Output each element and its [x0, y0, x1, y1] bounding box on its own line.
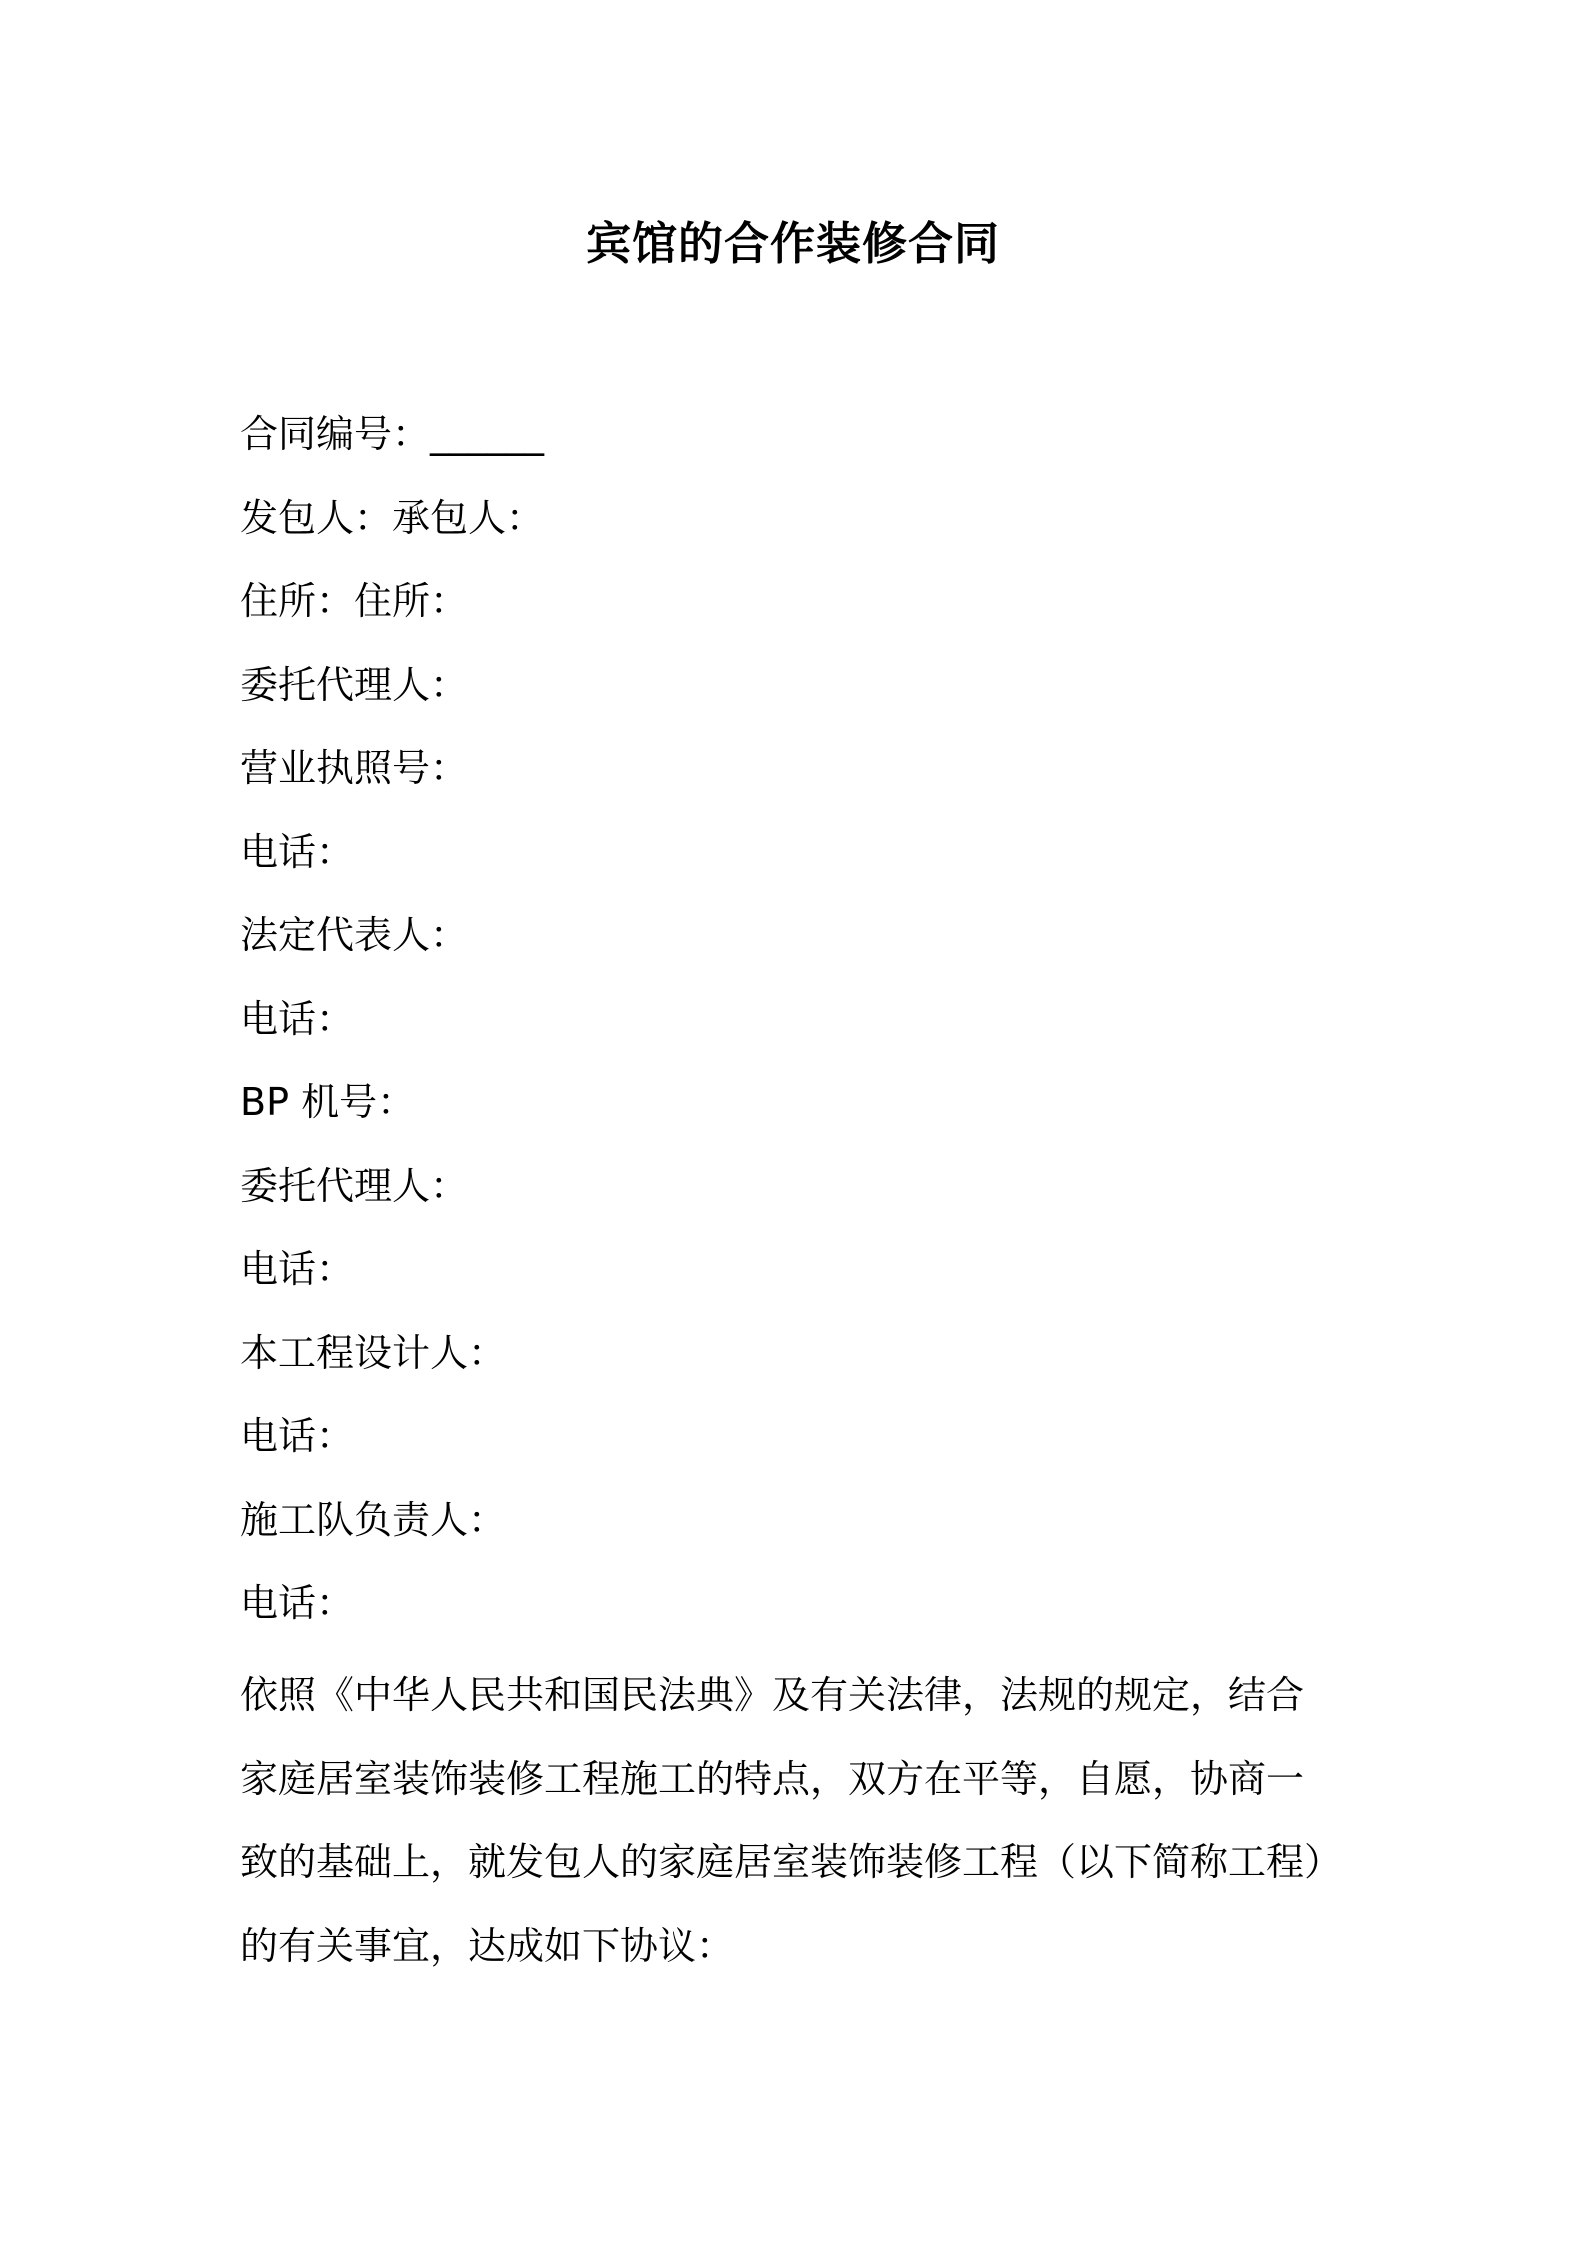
- intro-line: 的有关事宜，达成如下协议：: [240, 1923, 735, 1968]
- field-agent-2: 委托代理人：: [240, 1163, 469, 1208]
- field-designer: 本工程设计人：: [240, 1330, 507, 1375]
- field-phone-2: 电话：: [240, 996, 355, 1041]
- contract-fields-list: [240, 404, 1360, 1657]
- field-pager-number: BP 机号：: [240, 1080, 416, 1124]
- field-phone-3: 电话：: [240, 1247, 355, 1291]
- intro-line: 家庭居室装饰装修工程施工的特点，双方在平等，自愿，协商一: [240, 1756, 1305, 1801]
- field-phone-4: 电话：: [240, 1414, 355, 1458]
- field-phone-1: 电话：: [240, 829, 355, 874]
- field-contract-number: 合同编号：______: [240, 412, 545, 456]
- document-title: 宾馆的合作装修合同: [585, 217, 1000, 270]
- field-business-license: 营业执照号：: [240, 746, 469, 790]
- field-agent-1: 委托代理人：: [240, 662, 469, 707]
- intro-line: 依照《中华人民共和国民法典》及有关法律，法规的规定，结合: [240, 1673, 1305, 1717]
- field-phone-5: 电话：: [240, 1581, 355, 1625]
- field-employer-contractor: 发包人：承包人：: [240, 495, 545, 540]
- field-construction-lead: 施工队负责人：: [240, 1497, 507, 1542]
- field-legal-representative: 法定代表人：: [240, 913, 469, 957]
- intro-line: 致的基础上，就发包人的家庭居室装饰装修工程（以下简称工程）: [240, 1840, 1343, 1884]
- field-addresses: 住所：住所：: [240, 579, 469, 623]
- intro-paragraph: [240, 1654, 1360, 1988]
